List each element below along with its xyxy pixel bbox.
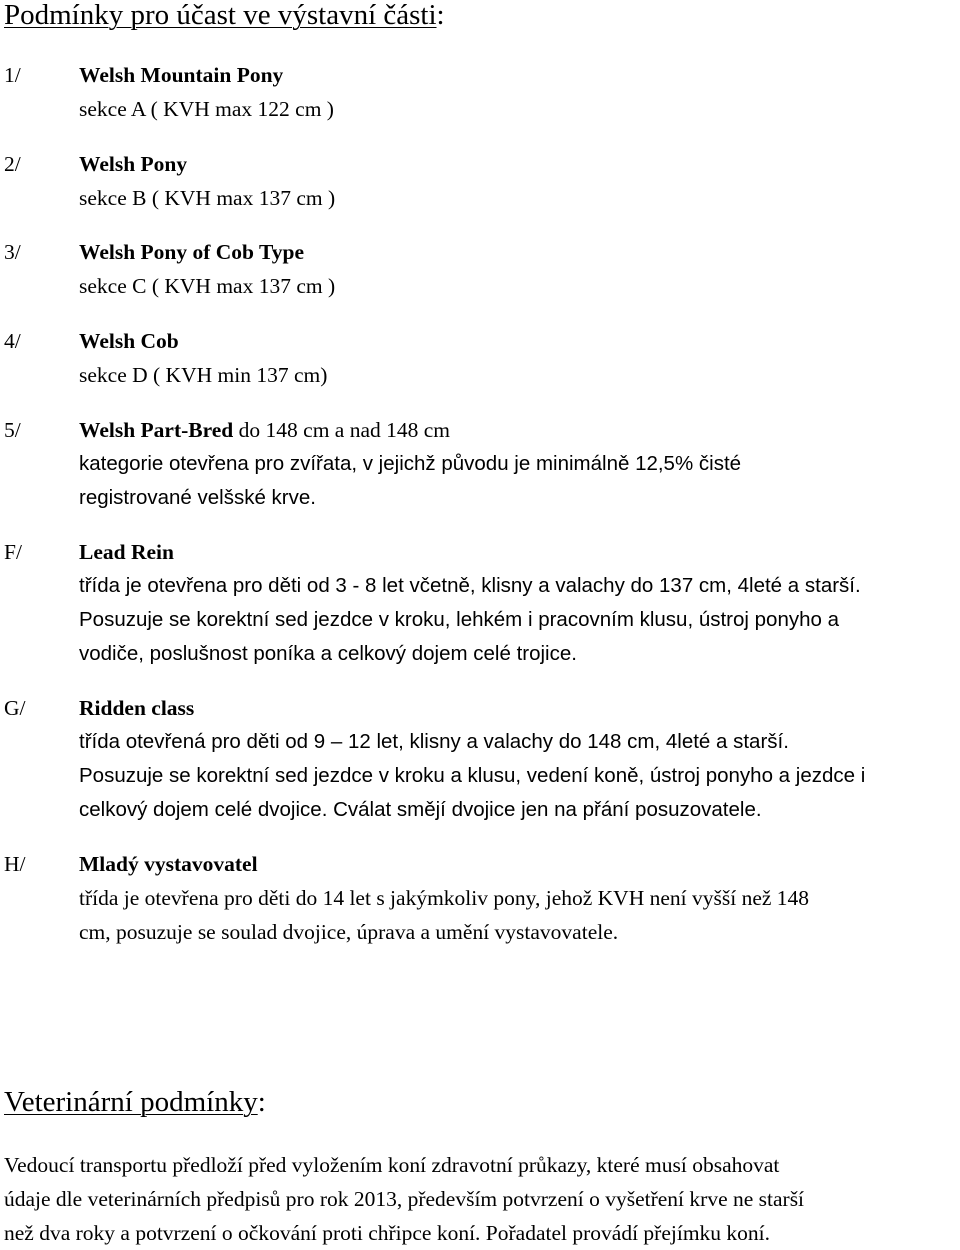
heading-colon: :: [257, 1086, 266, 1118]
item-line: vodiče, poslušnost poníka a celkový dojem celé trojice.: [79, 642, 577, 665]
item-number: 4/: [4, 329, 21, 353]
veterinary-heading: [4, 1085, 266, 1119]
item-line: Posuzuje se korektní sed jezdce v kroku, lehkém i pracovním klusu, ústroj ponyho a: [79, 608, 840, 631]
vet-line: než dva roky a potvrzení o očkování proti chřipce koní. Pořadatel provádí přejímku koní.: [4, 1221, 771, 1245]
item-line: celkový dojem celé dvojice. Cválat smějí dvojice jen na přání posuzovatele.: [79, 798, 762, 821]
item-title: Welsh Part-Bred: [79, 418, 234, 442]
item-number: G/: [4, 696, 26, 720]
item-title: Welsh Pony of Cob Type: [79, 240, 304, 264]
item-line: sekce A ( KVH max 122 cm ): [79, 97, 334, 121]
item-line: sekce B ( KVH max 137 cm ): [79, 186, 336, 210]
veterinary-paragraph: [4, 1148, 956, 1250]
item-title: Mladý vystavovatel: [79, 852, 258, 876]
heading-colon: :: [436, 0, 445, 31]
item-title: Ridden class: [79, 696, 195, 720]
item-number: 5/: [4, 418, 21, 442]
item-line: třída je otevřena pro děti od 3 - 8 let včetně, klisny a valachy do 137 cm, 4leté a starší.: [79, 574, 861, 597]
item-number: F/: [4, 540, 22, 564]
item-number: H/: [4, 852, 26, 876]
item-line: sekce D ( KVH min 137 cm): [79, 363, 328, 387]
item-line: kategorie otevřena pro zvířata, v jejichž původu je minimálně 12,5% čisté: [79, 452, 742, 475]
item-line: třída je otevřena pro děti do 14 let s jakýmkoliv pony, jehož KVH není vyšší než 148: [79, 886, 810, 910]
item-number: 2/: [4, 152, 21, 176]
heading-text: Veterinární podmínky: [4, 1086, 258, 1118]
item-line: Posuzuje se korektní sed jezdce v kroku a klusu, vedení koně, ústroj ponyho a jezdce i: [79, 764, 866, 787]
item-title: Welsh Mountain Pony: [79, 63, 284, 87]
vet-line: Vedoucí transportu předloží před vyložením koní zdravotní průkazy, které musí obsahovat: [4, 1153, 780, 1177]
item-line: třída otevřená pro děti od 9 – 12 let, klisny a valachy do 148 cm, 4leté a starší.: [79, 730, 789, 753]
item-number: 3/: [4, 240, 21, 264]
item-title-rest: do 148 cm a nad 148 cm: [233, 418, 451, 442]
item-number: 1/: [4, 63, 21, 87]
item-line: cm, posuzuje se soulad dvojice, úprava a umění vystavovatele.: [79, 920, 619, 944]
item-title: Welsh Cob: [79, 329, 179, 353]
page-heading-conditions: [4, 0, 445, 32]
item-title: Welsh Pony: [79, 152, 188, 176]
heading-text: Podmínky pro účast ve výstavní části: [4, 0, 437, 31]
item-line: registrované velšské krve.: [79, 486, 316, 509]
item-title: Lead Rein: [79, 540, 174, 564]
item-line: sekce C ( KVH max 137 cm ): [79, 274, 336, 298]
vet-line: údaje dle veterinárních předpisů pro rok 2013, především potvrzení o vyšetření krve ne starší: [4, 1187, 805, 1211]
